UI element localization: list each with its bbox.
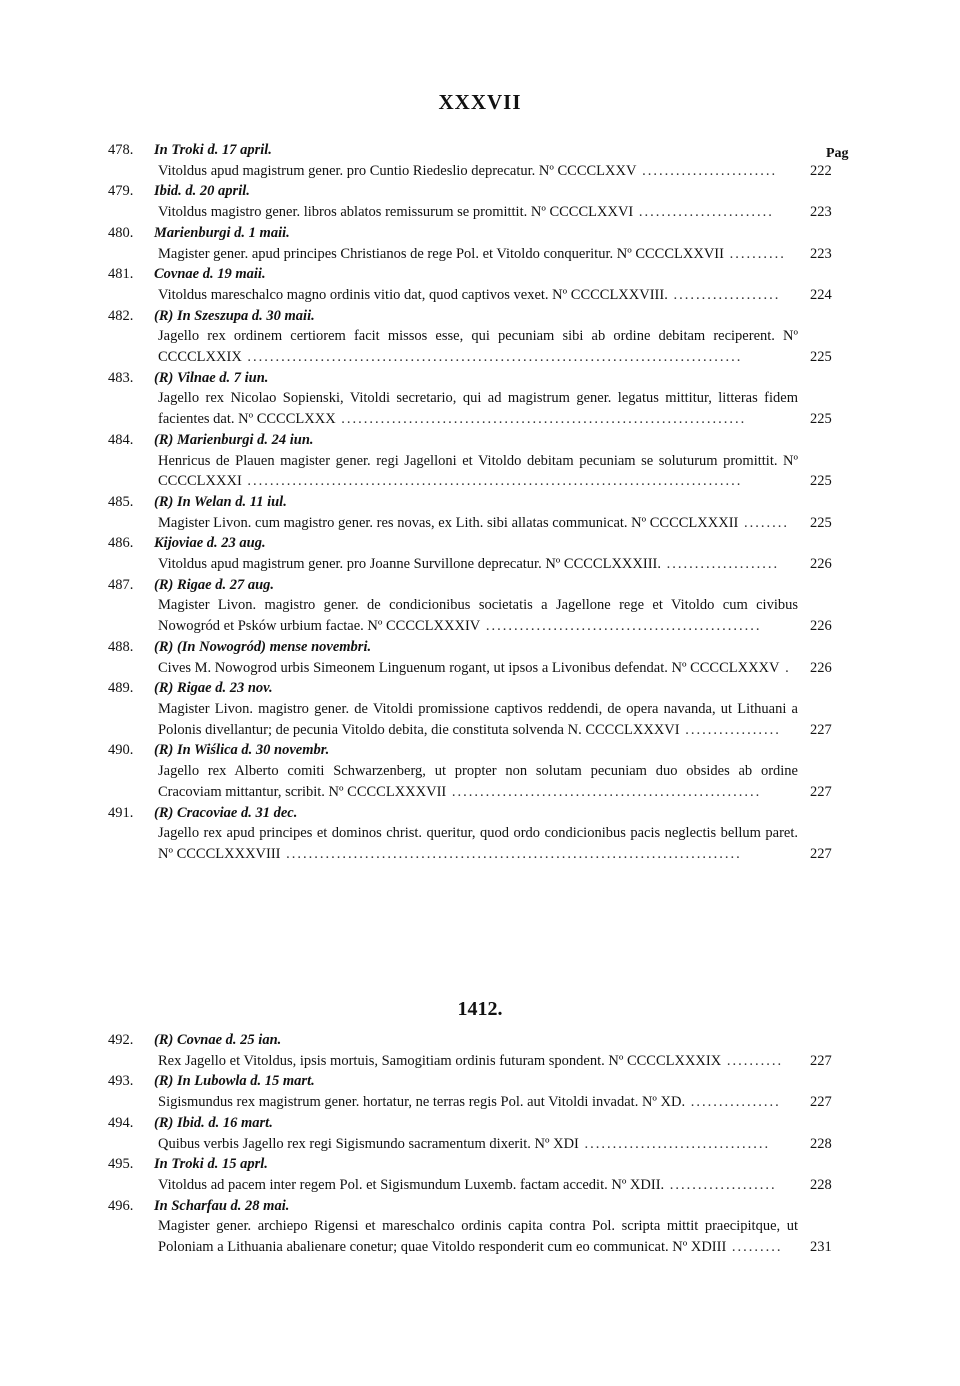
entry-summary (158, 244, 832, 265)
entry-page-number: 227 (810, 1094, 832, 1111)
toc-entry (0, 223, 960, 264)
dot-leader: ........................ (636, 162, 778, 179)
page-column-label: Pag (826, 146, 849, 161)
entry-page-number: 226 (810, 618, 832, 635)
entry-page-number: 226 (810, 659, 832, 676)
entry-place-date: (R) Covnae d. 25 ian. (154, 1032, 282, 1048)
dot-leader: ................................. (578, 1135, 771, 1152)
entry-place-date: In Troki d. 15 aprl. (154, 1156, 268, 1173)
entry-summary-text: Cives M. Nowogrod urbis Simeonem Linguenum rogant, ut ipsos a Livonibus defendat. Nº CCCCLXXXV (158, 659, 780, 676)
page-header-roman-numeral: XXXVII (438, 90, 522, 114)
entry-summary (158, 1216, 832, 1257)
entry-summary-text: Magister Livon. magistro gener. de condicionibus societatis a Jagellone rege et Vitoldo cum civibus Nowogród et Psków urbium factae. Nº CCCCLXXXIV (158, 597, 798, 635)
entry-number: 491. (108, 804, 134, 821)
entry-summary (158, 513, 832, 534)
entry-summary (158, 451, 832, 492)
entry-number: 486. (108, 535, 134, 552)
entry-summary (158, 699, 832, 740)
entry-place-date: In Scharfau d. 28 mai. (154, 1197, 290, 1214)
dot-leader: .................... (660, 556, 780, 573)
dot-leader: ................... (664, 1176, 777, 1193)
entry-summary (158, 202, 832, 223)
entry-place-date: (R) Rigae d. 23 nov. (154, 680, 273, 697)
entry-number: 489. (108, 680, 134, 697)
entry-number: 482. (108, 307, 134, 324)
entry-place-date: (R) Rigae d. 27 aug. (154, 576, 275, 593)
entry-place-date: Marienburgi d. 1 maii. (154, 224, 290, 241)
entry-summary (158, 326, 832, 367)
toc-entry (0, 1030, 960, 1071)
entry-place-date: (R) In Szeszupa d. 30 maii. (154, 307, 315, 324)
entry-page-number: 228 (810, 1135, 832, 1152)
dot-leader: .......... (723, 245, 786, 262)
entry-page-number: 227 (810, 783, 832, 800)
entry-summary (158, 761, 832, 802)
entry-summary-text: Jagello rex Alberto comiti Schwarzenberg, ut propter non solutam pecuniam duo obsides ab ordine Cracoviam mittantur, scribit. Nº CCCCLXXXVII (158, 763, 798, 800)
entry-place-date: (R) In Lubowla d. 15 mart. (154, 1073, 315, 1090)
dot-leader: ........................................................................................ (241, 349, 743, 366)
entry-page-number: 227 (810, 845, 832, 862)
entry-summary-text: Magister Livon. cum magistro gener. res novas, ex Lith. sibi allatas communicat. Nº CCCCLXXXII (158, 514, 739, 531)
entry-place-date: Kijoviae d. 23 aug. (154, 535, 266, 552)
entry-summary-text: Vitoldus ad pacem inter regem Pol. et Sigismundum Luxemb. factam accedit. Nº XDII. (158, 1176, 665, 1193)
entry-summary (158, 1134, 832, 1155)
entry-number: 485. (108, 493, 134, 510)
entry-page-number: 227 (810, 721, 832, 738)
entry-summary (158, 285, 832, 306)
entry-summary-text: Jagello rex Nicolao Sopienski, Vitoldi secretario, qui ad magistrum gener. legatus mittitur, litteras fidem facientes dat. Nº CCCCLXXX (158, 390, 798, 428)
entry-summary (158, 1051, 832, 1072)
entry-page-number: 231 (810, 1239, 832, 1256)
entry-number: 494. (108, 1114, 134, 1131)
entry-page-number: 223 (810, 204, 832, 221)
entry-number: 493. (108, 1073, 134, 1090)
entry-place-date: (R) (In Nowogród) mense novembri. (154, 638, 372, 655)
entry-place-date: Covnae d. 19 maii. (154, 266, 266, 283)
toc-entry (0, 1196, 960, 1258)
entry-summary (158, 161, 832, 182)
entry-summary-text: Henricus de Plauen magister gener. regi Jagelloni et Vitoldo debitam pecuniam se soluturum promittit. Nº CCCCLXXXI (158, 452, 798, 490)
toc-entry (0, 430, 960, 492)
entry-summary-text: Jagello rex ordinem certiorem facit missos esse, qui pecuniam sibi ab ordine debitam reciperent. Nº CCCCLXXIX (158, 328, 798, 366)
toc-entry (0, 533, 960, 574)
dot-leader: ....................................................... (446, 783, 762, 800)
dot-leader: ........ (738, 514, 789, 531)
entry-summary (158, 658, 832, 679)
dot-leader: ................................................................................. (280, 845, 742, 862)
entry-page-number: 227 (810, 1052, 832, 1069)
entry-page-number: 224 (810, 286, 832, 303)
entry-number: 488. (108, 638, 134, 655)
entry-number: 479. (108, 183, 134, 200)
entry-summary-text: Magister gener. archiepo Rigensi et mareschalco ordinis capita contra Pol. scripta mittit praecipitque, ut Poloniam a Lithuania abalienare conetur; quae Vitoldo responderit cum eo communicat. Nº XDIII (158, 1218, 798, 1256)
entry-summary-text: Rex Jagello et Vitoldus, ipsis mortuis, Samogitiam ordinis futuram spondent. Nº CCCCLXXXIX (158, 1052, 722, 1069)
entry-summary-text: Vitoldus magistro gener. libros ablatos remissurum se promittit. Nº CCCCLXXVI (158, 204, 634, 221)
dot-leader: ........................ (633, 204, 774, 221)
entry-place-date: (R) Ibid. d. 16 mart. (154, 1114, 273, 1131)
entry-number: 483. (108, 369, 134, 386)
toc-entry (0, 740, 960, 802)
year-heading: 1412. (457, 998, 503, 1020)
toc-entry (0, 264, 960, 305)
dot-leader: ................. (679, 721, 781, 738)
entry-page-number: 225 (810, 411, 832, 428)
entry-summary-text: Magister gener. apud principes Christianos de rege Pol. et Vitoldo conqueritur. Nº CCCCLXXVII (158, 245, 724, 262)
entry-number: 495. (108, 1156, 134, 1173)
toc-entry (0, 575, 960, 637)
entry-number: 496. (108, 1197, 134, 1214)
dot-leader: ........................................................................ (335, 411, 747, 428)
toc-entry (0, 368, 960, 430)
entry-page-number: 226 (810, 556, 832, 573)
entry-place-date: (R) Marienburgi d. 24 iun. (154, 431, 314, 448)
entry-summary (158, 823, 832, 864)
entry-number: 481. (108, 266, 134, 283)
entry-page-number: 228 (810, 1176, 832, 1193)
entry-number: 484. (108, 431, 134, 448)
entry-summary-text: Magister Livon. magistro gener. de Vitoldi promissione captivos reddendi, de opera navanda, ut Lithuani a Polonis divellantur; de pecunia Vitoldo debita, die constituta solvenda N. CCCCLXXXVI (158, 700, 798, 738)
entry-place-date: (R) Vilnae d. 7 iun. (154, 369, 269, 386)
entry-place-date: Ibid. d. 20 april. (154, 183, 250, 200)
toc-entry (0, 492, 960, 533)
entry-place-date: In Troki d. 17 april. (154, 142, 272, 158)
entries-section-2 (0, 1030, 960, 1258)
entry-number: 492. (108, 1032, 134, 1048)
entry-number: 478. (108, 142, 134, 158)
toc-entry (0, 1113, 960, 1154)
dot-leader: .......... (721, 1052, 784, 1069)
entry-summary-text: Vitoldus mareschalco magno ordinis vitio dat, quod captivos vexet. Nº CCCCLXXVIII. (158, 286, 668, 303)
toc-entry (0, 181, 960, 222)
entry-summary-text: Jagello rex apud principes et dominos christ. queritur, quod ordo condicionibus pacis neglectis bellum paret. Nº CCCCLXXXVIII (158, 825, 798, 862)
entries-section-1 (0, 140, 960, 865)
dot-leader: ......... (726, 1239, 783, 1256)
entry-place-date: (R) In Welan d. 11 iul. (154, 493, 287, 510)
entry-summary (158, 1092, 832, 1113)
entry-place-date: (R) In Wiślica d. 30 novembr. (154, 742, 330, 759)
dot-leader: ................................................. (480, 618, 762, 635)
dot-leader: ........................................................................................ (241, 473, 743, 490)
entry-summary-text: Vitoldus apud magistrum gener. pro Cuntio Riedeslio deprecatur. Nº CCCCLXXV (158, 162, 637, 179)
entry-number: 490. (108, 742, 134, 759)
entry-summary (158, 595, 832, 636)
entry-number: 480. (108, 224, 134, 241)
dot-leader: . (779, 659, 791, 676)
entry-summary-text: Vitoldus apud magistrum gener. pro Joanne Survillone deprecatur. Nº CCCCLXXXIII. (158, 556, 661, 573)
entry-page-number: 223 (810, 245, 832, 262)
entry-page-number: 225 (810, 514, 832, 531)
entry-number: 487. (108, 576, 134, 593)
dot-leader: ................ (685, 1094, 781, 1111)
toc-entry (0, 140, 960, 181)
entry-place-date: (R) Cracoviae d. 31 dec. (154, 804, 298, 821)
toc-entry (0, 1154, 960, 1195)
toc-entry (0, 803, 960, 865)
toc-entry (0, 637, 960, 678)
entry-summary-text: Quibus verbis Jagello rex regi Sigismundo sacramentum dixerit. Nº XDI (158, 1135, 579, 1152)
dot-leader: ................... (667, 286, 781, 303)
entry-page-number: 225 (810, 473, 832, 490)
entry-page-number: 222 (810, 162, 832, 179)
entry-page-number: 225 (810, 349, 832, 366)
entry-summary (158, 388, 832, 429)
toc-entry (0, 678, 960, 740)
toc-entry (0, 1071, 960, 1112)
entry-summary (158, 554, 832, 575)
entry-summary-text: Sigismundus rex magistrum gener. hortatur, ne terras regis Pol. aut Vitoldi invadat. Nº XD. (158, 1094, 686, 1111)
toc-entry (0, 306, 960, 368)
entry-summary (158, 1175, 832, 1196)
